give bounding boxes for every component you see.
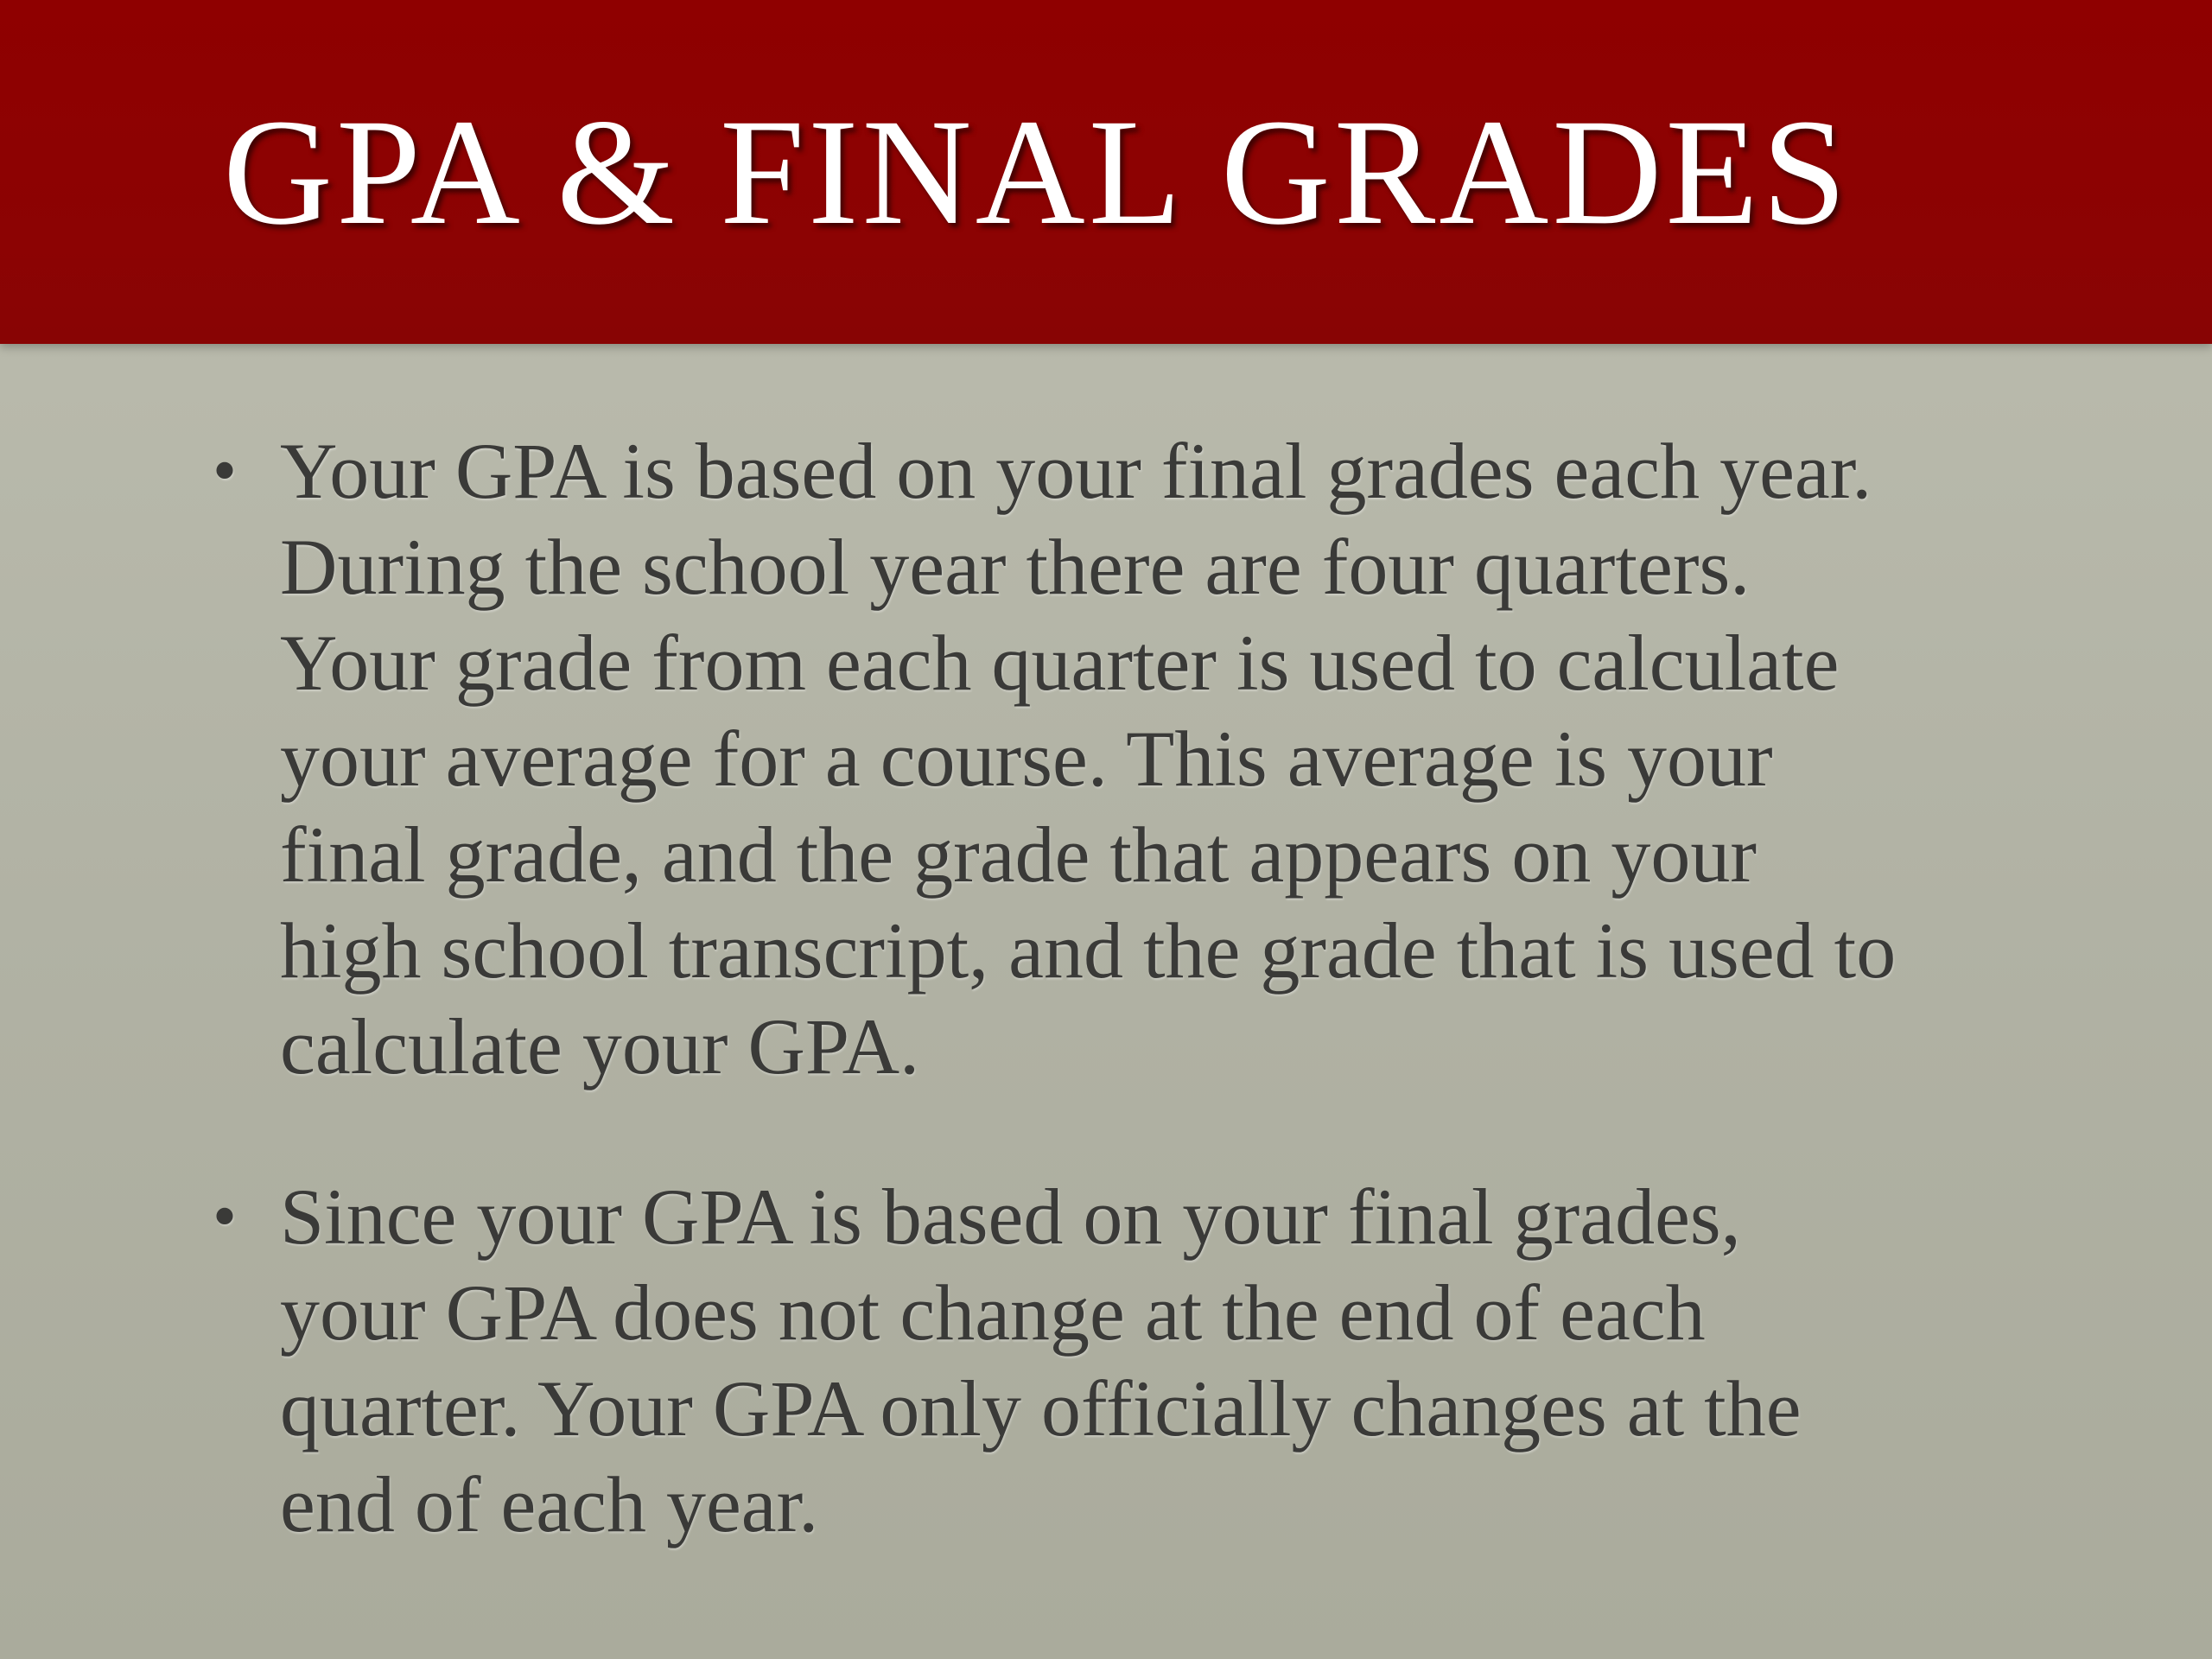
bullet-text [280,1169,2058,1553]
bullet-line: quarter. Your GPA only officially changes at the [280,1364,1802,1452]
slide-title: GPA & FINAL GRADES [223,88,1850,257]
bullet-line: Your grade from each quarter is used to calculate [280,619,1840,707]
bullet-list [200,423,2058,1553]
slide-content [200,423,2058,1627]
bullet-icon: • [213,433,238,509]
bullet-item-2 [200,1169,2058,1553]
bullet-line: your average for a course. This average is your [280,715,1773,803]
bullet-item-1 [200,423,2058,1095]
title-bar [0,0,2212,344]
bullet-line: final grade, and the grade that appears on your [280,810,1757,899]
bullet-line: your GPA does not change at the end of each [280,1268,1706,1357]
bullet-line: During the school year there are four quarters. [280,523,1751,611]
bullet-line: Your GPA is based on your final grades each year. [280,427,1872,515]
bullet-icon: • [213,1179,238,1255]
bullet-line: end of each year. [280,1460,819,1548]
bullet-line: high school transcript, and the grade that is used to [280,906,1897,995]
bullet-text [280,423,2058,1095]
bullet-line: calculate your GPA. [280,1002,920,1090]
bullet-line: Since your GPA is based on your final grades, [280,1173,1741,1261]
